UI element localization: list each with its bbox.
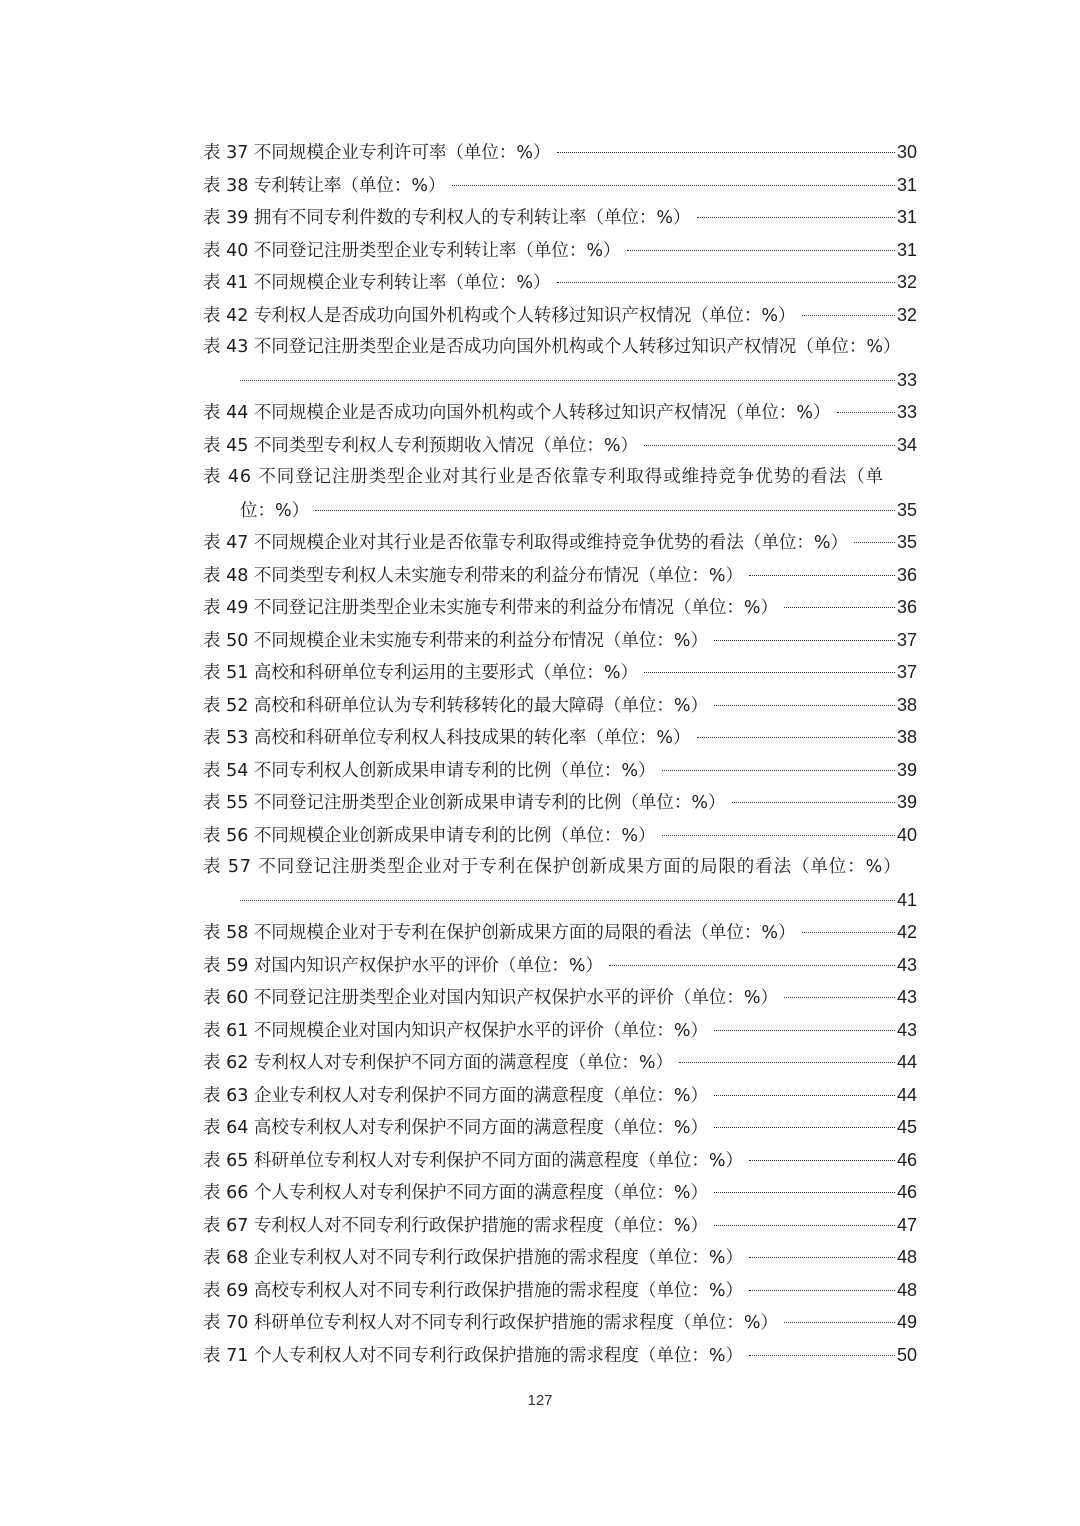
- dot-leader: [714, 1192, 895, 1193]
- toc-entry[interactable]: [203, 851, 917, 916]
- toc-entry[interactable]: [203, 331, 917, 396]
- toc-entry-label: 表 50 不同规模企业未实施专利带来的利益分布情况（单位：%）: [203, 630, 709, 651]
- toc-entry-label: 表 38 专利转让率（单位：%）: [203, 175, 446, 196]
- toc-entry-label: 表 43 不同登记注册类型企业是否成功向国外机构或个人转移过知识产权情况（单位：%）: [203, 337, 901, 357]
- dot-leader: [784, 1322, 895, 1323]
- toc-entry[interactable]: [203, 1274, 917, 1307]
- dot-leader: [557, 152, 895, 153]
- toc-entry-label: 表 65 科研单位专利权人对专利保护不同方面的满意程度（单位：%）: [203, 1150, 744, 1171]
- dot-leader: [749, 1160, 895, 1161]
- toc-entry-label: 表 60 不同登记注册类型企业对国内知识产权保护水平的评价（单位：%）: [203, 988, 779, 1008]
- dot-leader: [662, 835, 895, 836]
- toc-entry-page: 41: [896, 889, 917, 910]
- toc-entry-label: 表 39 拥有不同专利件数的专利权人的专利转让率（单位：%）: [203, 208, 691, 228]
- toc-entry[interactable]: [203, 949, 917, 982]
- toc-entry-page: 44: [896, 1084, 917, 1105]
- toc-entry-label: 表 42 专利权人是否成功向国外机构或个人转移过知识产权情况（单位：%）: [203, 305, 796, 326]
- dot-leader: [609, 965, 895, 966]
- dot-leader: [240, 900, 895, 901]
- toc-entry-page: 45: [896, 1117, 917, 1137]
- toc-entry[interactable]: [203, 721, 917, 754]
- toc-entry-label: 表 62 专利权人对专利保护不同方面的满意程度（单位：%）: [203, 1053, 674, 1073]
- table-of-contents: [203, 136, 917, 1371]
- toc-entry-label: 表 46 不同登记注册类型企业对其行业是否依靠专利取得或维持竞争优势的看法（单: [203, 467, 884, 487]
- toc-entry-label: 表 56 不同规模企业创新成果申请专利的比例（单位：%）: [203, 825, 656, 846]
- toc-entry-label: 表 71 个人专利权人对不同专利行政保护措施的需求程度（单位：%）: [203, 1345, 744, 1366]
- dot-leader: [784, 997, 895, 998]
- dot-leader: [697, 217, 895, 218]
- toc-entry[interactable]: [203, 689, 917, 722]
- toc-entry[interactable]: [203, 169, 917, 202]
- toc-entry[interactable]: [203, 1111, 917, 1144]
- dot-leader: [697, 737, 895, 738]
- toc-entry-label: 表 40 不同登记注册类型企业专利转让率（单位：%）: [203, 240, 621, 261]
- toc-entry-page: 40: [896, 824, 917, 845]
- toc-entry-page: 32: [896, 304, 917, 325]
- toc-entry-page: 44: [896, 1052, 917, 1072]
- dot-leader: [452, 185, 895, 186]
- toc-entry-label: 表 67 专利权人对不同专利行政保护措施的需求程度（单位：%）: [203, 1215, 709, 1236]
- toc-entry-label: 表 63 企业专利权人对专利保护不同方面的满意程度（单位：%）: [203, 1085, 709, 1106]
- dot-leader: [714, 1225, 895, 1226]
- toc-entry-label: 表 45 不同类型专利权人专利预期收入情况（单位：%）: [203, 435, 639, 456]
- toc-entry[interactable]: [203, 201, 917, 234]
- dot-leader: [802, 315, 895, 316]
- toc-entry[interactable]: [203, 786, 917, 819]
- toc-entry-label: 表 48 不同类型专利权人未实施专利带来的利益分布情况（单位：%）: [203, 565, 744, 586]
- toc-entry-label: 表 54 不同专利权人创新成果申请专利的比例（单位：%）: [203, 760, 656, 781]
- dot-leader: [714, 640, 895, 641]
- dot-leader: [627, 250, 895, 251]
- dot-leader: [802, 932, 895, 933]
- toc-entry-label: 表 70 科研单位专利权人对不同专利行政保护措施的需求程度（单位：%）: [203, 1313, 779, 1333]
- toc-entry[interactable]: [203, 396, 917, 429]
- toc-entry-label: 表 44 不同规模企业是否成功向国外机构或个人转移过知识产权情况（单位：%）: [203, 403, 831, 423]
- dot-leader: [732, 802, 895, 803]
- toc-entry-page: 31: [896, 239, 917, 260]
- toc-entry-page: 46: [896, 1149, 917, 1170]
- toc-entry-page: 50: [896, 1344, 917, 1365]
- toc-entry[interactable]: [203, 1339, 917, 1372]
- toc-entry-page: 32: [896, 272, 917, 292]
- toc-entry[interactable]: [203, 916, 917, 949]
- toc-entry[interactable]: [203, 234, 917, 267]
- toc-entry[interactable]: [203, 559, 917, 592]
- dot-leader: [837, 412, 895, 413]
- toc-entry-label: 表 58 不同规模企业对于专利在保护创新成果方面的局限的看法（单位：%）: [203, 923, 796, 943]
- dot-leader: [644, 445, 895, 446]
- toc-entry-page: 39: [896, 792, 917, 812]
- dot-leader: [749, 1290, 895, 1291]
- toc-entry[interactable]: [203, 1144, 917, 1177]
- toc-entry-page: 46: [896, 1182, 917, 1202]
- toc-entry-label: 表 51 高校和科研单位专利运用的主要形式（单位：%）: [203, 663, 639, 683]
- toc-entry[interactable]: [203, 819, 917, 852]
- toc-entry-page: 47: [896, 1214, 917, 1235]
- toc-entry[interactable]: [203, 1176, 917, 1209]
- toc-entry[interactable]: [203, 1306, 917, 1339]
- toc-entry-label: 表 55 不同登记注册类型企业创新成果申请专利的比例（单位：%）: [203, 793, 726, 813]
- toc-entry[interactable]: [203, 1241, 917, 1274]
- toc-entry-label: 表 66 个人专利权人对专利保护不同方面的满意程度（单位：%）: [203, 1183, 709, 1203]
- dot-leader: [714, 1030, 895, 1031]
- dot-leader: [662, 770, 895, 771]
- toc-entry-label: 表 49 不同登记注册类型企业未实施专利带来的利益分布情况（单位：%）: [203, 598, 779, 618]
- toc-entry[interactable]: [203, 136, 917, 169]
- toc-entry[interactable]: [203, 1209, 917, 1242]
- dot-leader: [714, 1127, 895, 1128]
- toc-entry-label: 表 59 对国内知识产权保护水平的评价（单位：%）: [203, 955, 604, 976]
- toc-entry-page: 43: [896, 1019, 917, 1040]
- toc-entry-page: 36: [896, 564, 917, 585]
- toc-entry-label: 表 57 不同登记注册类型企业对于专利在保护创新成果方面的局限的看法（单位：%）: [203, 857, 902, 877]
- dot-leader: [714, 1095, 895, 1096]
- toc-entry[interactable]: [203, 624, 917, 657]
- toc-entry[interactable]: [203, 266, 917, 299]
- toc-entry[interactable]: [203, 754, 917, 787]
- toc-entry-page: 39: [896, 759, 917, 780]
- dot-leader: [749, 575, 895, 576]
- toc-entry[interactable]: [203, 656, 917, 689]
- dot-leader: [749, 1257, 895, 1258]
- toc-entry[interactable]: [203, 1079, 917, 1112]
- toc-entry[interactable]: [203, 299, 917, 332]
- toc-entry-label-continued: 位：%）: [240, 500, 310, 521]
- toc-entry-label: 表 41 不同规模企业专利转让率（单位：%）: [203, 273, 551, 293]
- toc-entry-page: 43: [896, 954, 917, 975]
- toc-entry[interactable]: [203, 429, 917, 462]
- toc-entry-label: 表 61 不同规模企业对国内知识产权保护水平的评价（单位：%）: [203, 1020, 709, 1041]
- toc-entry-page: 33: [896, 369, 917, 390]
- toc-entry-page: 36: [896, 597, 917, 617]
- dot-leader: [854, 542, 895, 543]
- dot-leader: [784, 607, 895, 608]
- toc-entry-page: 30: [896, 142, 917, 162]
- toc-entry-page: 43: [896, 987, 917, 1007]
- dot-leader: [644, 672, 895, 673]
- dot-leader: [749, 1355, 895, 1356]
- toc-entry-label: 表 47 不同规模企业对其行业是否依靠专利取得或维持竞争优势的看法（单位：%）: [203, 533, 849, 553]
- toc-entry-page: 38: [896, 694, 917, 715]
- dot-leader: [714, 705, 895, 706]
- toc-entry-page: 38: [896, 727, 917, 747]
- toc-entry[interactable]: [203, 526, 917, 559]
- toc-entry-page: 49: [896, 1312, 917, 1332]
- toc-entry-label: 表 37 不同规模企业专利许可率（单位：%）: [203, 143, 551, 163]
- toc-entry-label: 表 53 高校和科研单位专利权人科技成果的转化率（单位：%）: [203, 728, 691, 748]
- toc-entry-page: 33: [896, 402, 917, 422]
- dot-leader: [557, 282, 895, 283]
- toc-entry[interactable]: [203, 1014, 917, 1047]
- toc-entry-label: 表 68 企业专利权人对不同专利行政保护措施的需求程度（单位：%）: [203, 1248, 744, 1268]
- dot-leader: [240, 380, 895, 381]
- toc-entry[interactable]: [203, 461, 917, 526]
- toc-entry-label: 表 64 高校专利权人对专利保护不同方面的满意程度（单位：%）: [203, 1118, 709, 1138]
- toc-entry-page: 48: [896, 1279, 917, 1300]
- toc-entry-label: 表 52 高校和科研单位认为专利转移转化的最大障碍（单位：%）: [203, 695, 709, 716]
- toc-entry-page: 42: [896, 922, 917, 942]
- toc-entry[interactable]: [203, 591, 917, 624]
- toc-entry-page: 35: [896, 499, 917, 520]
- toc-entry[interactable]: [203, 981, 917, 1014]
- toc-entry-page: 37: [896, 662, 917, 682]
- toc-entry-label: 表 69 高校专利权人对不同专利行政保护措施的需求程度（单位：%）: [203, 1280, 744, 1301]
- toc-entry-page: 35: [896, 532, 917, 552]
- toc-entry-page: 48: [896, 1247, 917, 1267]
- toc-entry-page: 31: [896, 174, 917, 195]
- toc-entry[interactable]: [203, 1046, 917, 1079]
- toc-entry-page: 37: [896, 629, 917, 650]
- toc-entry-page: 31: [896, 207, 917, 227]
- page-number: 127: [527, 1392, 553, 1409]
- dot-leader: [315, 510, 895, 511]
- dot-leader: [679, 1062, 895, 1063]
- toc-entry-page: 34: [896, 434, 917, 455]
